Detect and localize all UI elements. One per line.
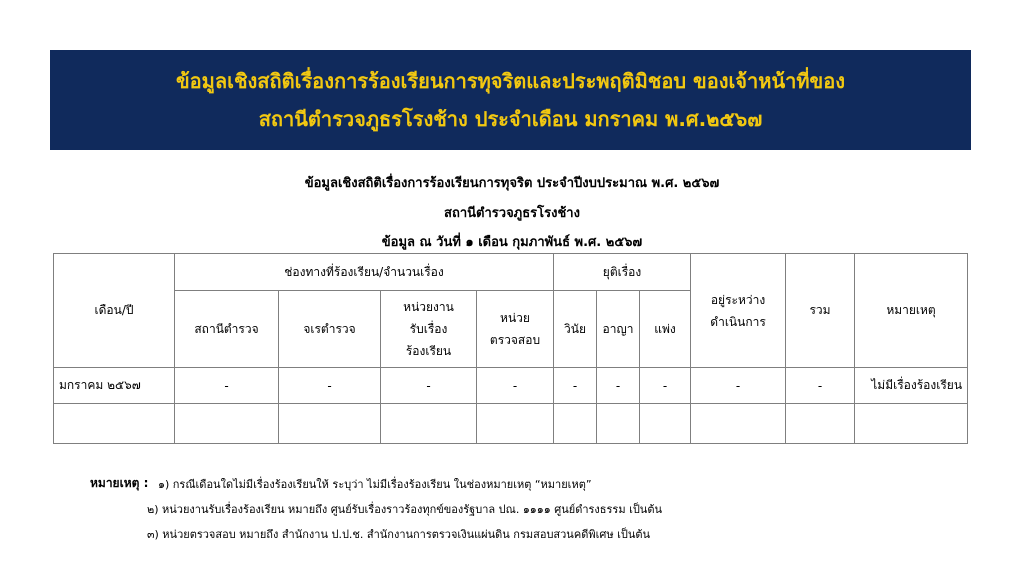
empty-cell <box>54 404 175 444</box>
banner-title-line-1: ข้อมูลเชิงสถิติเรื่องการร้องเรียนการทุจริตและประพฤติมิชอบ ของเจ้าหน้าที่ของ <box>176 69 845 93</box>
notes-label: หมายเหตุ : <box>90 476 149 490</box>
empty-cell <box>477 404 554 444</box>
complaint-statistics-table <box>53 253 968 444</box>
empty-table-row <box>54 404 968 444</box>
police-inspector-header: จเรตำรวจ <box>279 291 381 368</box>
criminal-header: อาญา <box>597 291 640 368</box>
in-progress-header-line-1: อยู่ระหว่าง <box>710 292 766 307</box>
empty-cell <box>786 404 855 444</box>
in-progress-header <box>691 254 786 368</box>
report-heading: ข้อมูลเชิงสถิติเรื่องการร้องเรียนการทุจริต ประจำปีงบประมาณ พ.ศ. ๒๕๖๗ <box>304 176 720 191</box>
empty-cell <box>279 404 381 444</box>
empty-cell <box>175 404 279 444</box>
empty-cell <box>381 404 477 444</box>
audit-agency-cell: - <box>477 368 554 404</box>
note-1: ๑) กรณีเดือนใดไม่มีเรื่องร้องเรียนให้ ระบุว่า ไม่มีเรื่องร้องเรียน ในช่องหมายเหตุ “หมายเหตุ” <box>158 478 592 491</box>
civil-header: แพ่ง <box>640 291 691 368</box>
receiving-agency-header-line-2: รับเรื่อง <box>409 322 448 336</box>
empty-cell <box>597 404 640 444</box>
empty-cell <box>554 404 597 444</box>
empty-cell <box>691 404 786 444</box>
note-2: ๒) หน่วยงานรับเรื่องร้องเรียน หมายถึง ศูนย์รับเรื่องราวร้องทุกข์ของรัฐบาล ปณ. ๑๑๑๑ ศูนย์ดำรงธรรม เป็นต้น <box>147 503 662 516</box>
criminal-cell: - <box>597 368 640 404</box>
remark-header: หมายเหตุ <box>855 254 968 368</box>
banner-title-line-2: สถานีตำรวจภูธรโรงช้าง ประจำเดือน มกราคม พ.ศ.๒๕๖๗ <box>258 107 763 131</box>
audit-agency-header-line-2: ตรวจสอบ <box>489 333 541 347</box>
closed-group-header: ยุติเรื่อง <box>554 254 691 291</box>
in-progress-header-line-2: ดำเนินการ <box>710 314 766 329</box>
discipline-cell: - <box>554 368 597 404</box>
total-cell: - <box>786 368 855 404</box>
receiving-agency-header <box>381 291 477 368</box>
title-banner <box>50 50 971 150</box>
month-year-header: เดือน/ปี <box>54 254 175 368</box>
month-cell: มกราคม ๒๕๖๗ <box>54 368 175 404</box>
empty-cell <box>640 404 691 444</box>
receiving-agency-cell: - <box>381 368 477 404</box>
channel-group-header: ช่องทางที่ร้องเรียน/จำนวนเรื่อง <box>175 254 554 291</box>
data-date-heading: ข้อมูล ณ วันที่ ๑ เดือน กุมภาพันธ์ พ.ศ. ๒๕๖๗ <box>381 235 643 250</box>
police-station-cell: - <box>175 368 279 404</box>
receiving-agency-header-line-1: หน่วยงาน <box>403 300 454 314</box>
audit-agency-header-line-1: หน่วย <box>500 311 530 325</box>
empty-cell <box>855 404 968 444</box>
remark-cell: ไม่มีเรื่องร้องเรียน <box>855 368 968 404</box>
civil-cell: - <box>640 368 691 404</box>
note-3: ๓) หน่วยตรวจสอบ หมายถึง สำนักงาน ป.ป.ช. สำนักงานการตรวจเงินแผ่นดิน กรมสอบสวนคดีพิเศษ เป็นต้น <box>147 528 650 541</box>
in-progress-cell: - <box>691 368 786 404</box>
audit-agency-header <box>477 291 554 368</box>
discipline-header: วินัย <box>554 291 597 368</box>
police-station-header: สถานีตำรวจ <box>175 291 279 368</box>
station-heading: สถานีตำรวจภูธรโรงช้าง <box>444 206 580 221</box>
receiving-agency-header-line-3: ร้องเรียน <box>405 344 452 358</box>
police-inspector-cell: - <box>279 368 381 404</box>
total-header: รวม <box>786 254 855 368</box>
table-row <box>54 368 968 404</box>
